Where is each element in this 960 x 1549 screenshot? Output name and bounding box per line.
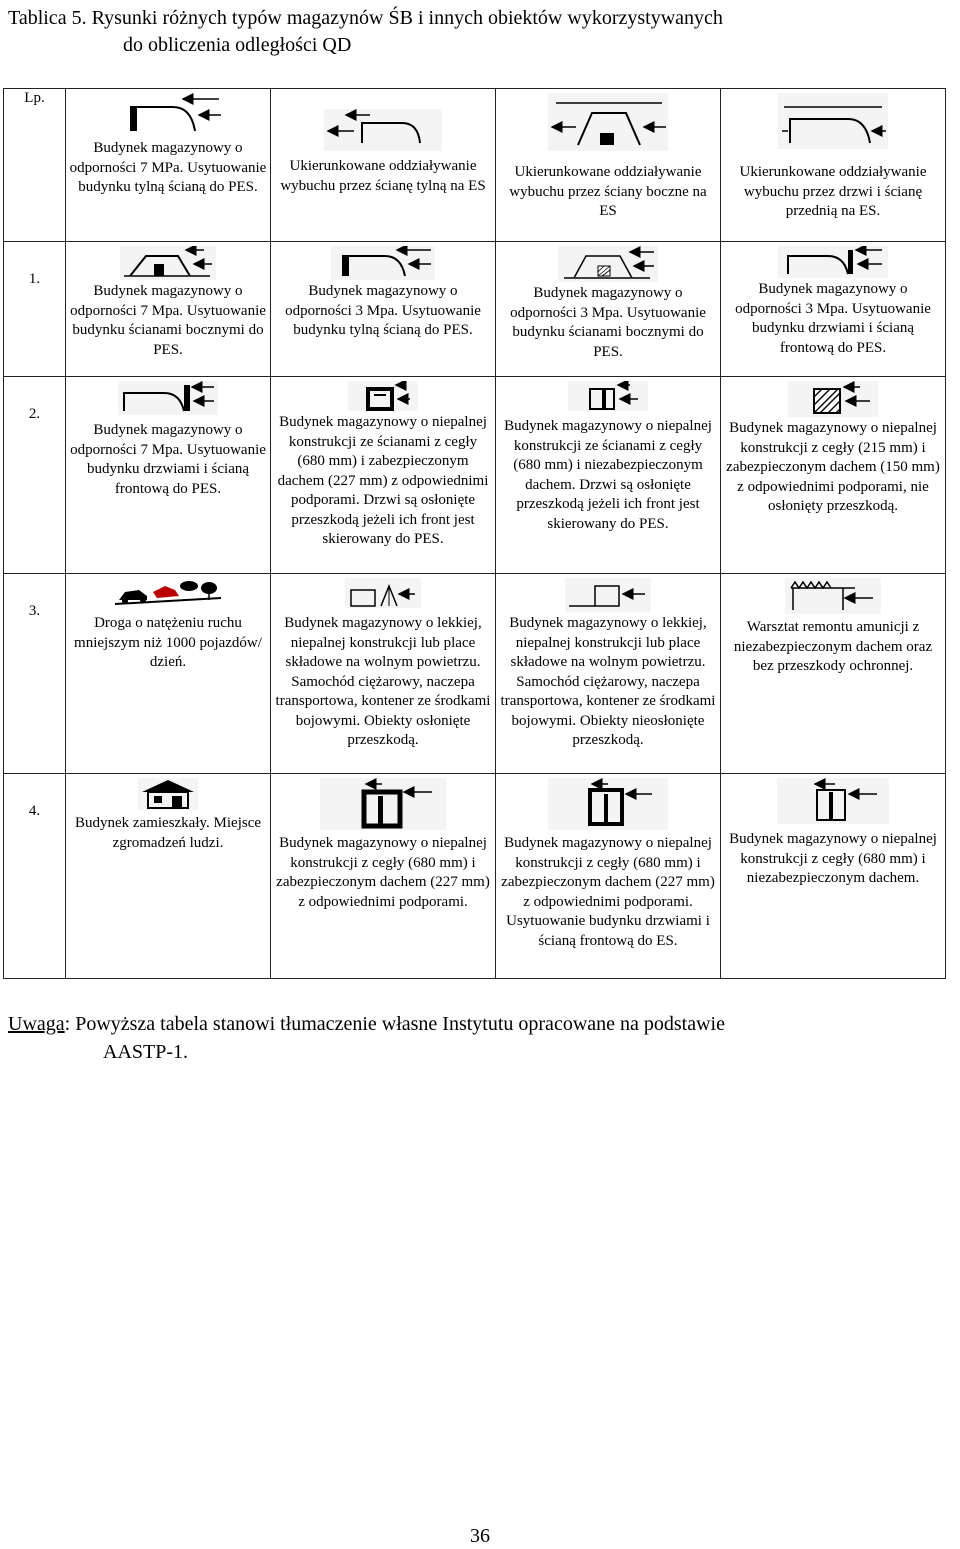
- row-cell: [66, 242, 271, 377]
- row-text: Budynek magazynowy o odporności 3 Mpa. Usytuowanie budynku ścianami bocznymi do PES.: [510, 285, 706, 360]
- light-structure-unbarricaded-icon: [565, 578, 651, 612]
- row-number: 4.: [4, 774, 66, 979]
- igloo-side-walls-icon: [120, 246, 216, 280]
- row-text: Droga o natężeniu ruchu mniejszym niż 1000 pojazdów/ dzień.: [74, 615, 262, 670]
- igloo-rear-wall-icon: [331, 246, 435, 280]
- table-row: [4, 574, 946, 774]
- title-line-1: Tablica 5. Rysunki różnych typów magazynów ŚB i innych obiektów wykorzystywanych: [8, 7, 723, 29]
- footnote-text-line-2: AASTP-1.: [103, 1041, 189, 1063]
- brick-building-front-door-icon: [548, 778, 668, 830]
- row-number: 3.: [4, 574, 66, 774]
- row-cell: [271, 242, 496, 377]
- row-cell: [66, 377, 271, 574]
- header-text-4: Ukierunkowane oddziaływanie wybuchu przez drzwi i ścianę przednią na ES.: [739, 164, 927, 219]
- row-cell: [496, 774, 721, 979]
- table-row: [4, 774, 946, 979]
- row-cell: [271, 574, 496, 774]
- footnote-label: Uwaga: [8, 1013, 65, 1035]
- row-text: Budynek magazynowy o odporności 3 Mpa. Usytuowanie budynku tylną ścianą do PES.: [285, 283, 481, 338]
- road-traffic-icon: [113, 578, 223, 608]
- row-text: Budynek magazynowy o lekkiej, niepalnej konstrukcji lub place składowe na wolnym powietrzu. Samochód ciężarowy, naczepa transportowa, kontener ze środkami bojowymi. Obiekty osłonięte przeszkodą.: [275, 615, 491, 748]
- header-cell-1: [66, 89, 271, 242]
- igloo-side-walls-hatched-icon: [558, 246, 658, 282]
- page-number: 36: [470, 1525, 490, 1547]
- row-cell: [496, 574, 721, 774]
- title-line-2: do obliczenia odległości QD: [123, 34, 352, 56]
- header-text-1: Budynek magazynowy o odporności 7 MPa. Usytuowanie budynku tylną ścianą do PES.: [69, 140, 267, 195]
- row-number: 1.: [4, 242, 66, 377]
- row-cell: [496, 377, 721, 574]
- blast-front-door-icon: [778, 93, 888, 149]
- row-cell: [496, 242, 721, 377]
- row-cell: [721, 774, 946, 979]
- blast-rear-wall-icon: [324, 109, 442, 151]
- row-text: Budynek zamieszkały. Miejsce zgromadzeń ludzi.: [74, 815, 262, 851]
- row-text: Budynek magazynowy o lekkiej, niepalnej konstrukcji lub place składowe na wolnym powietrzu. Samochód ciężarowy, naczepa transportowa, kontener ze środkami bojowymi. Obiekty nieosłonięte przeszkodą.: [500, 615, 716, 748]
- row-cell: [66, 574, 271, 774]
- row-text: Budynek magazynowy o odporności 7 Mpa. Usytuowanie budynku ścianami bocznymi do PES.: [70, 283, 266, 358]
- row-text: Warsztat remontu amunicji z niezabezpieczonym dachem oraz bez przeszkody ochronnej.: [733, 619, 933, 674]
- blast-side-walls-icon: [548, 93, 668, 151]
- row-text: Budynek magazynowy o niepalnej konstrukcji z cegły (215 mm) i zabezpieczonym dachem (150 mm) z odpowiednimi podporami, nie osłonięty przeszkodą.: [726, 420, 940, 514]
- row-cell: [721, 377, 946, 574]
- footnote-text: : Powyższa tabela stanowi tłumaczenie własne Instytutu opracowane na podstawie: [64, 1013, 725, 1035]
- igloo-front-door-icon: [118, 381, 218, 415]
- row-text: Budynek magazynowy o niepalnej konstrukcji ze ścianami z cegły (680 mm) i niezabezpieczonym dachem. Drzwi są osłonięte przeszkodą jeżeli ich front jest skierowany do PES.: [504, 418, 712, 532]
- row-cell: [271, 774, 496, 979]
- igloo-front-door-icon: [778, 246, 888, 278]
- footnote: [8, 1010, 958, 1066]
- row-text: Budynek magazynowy o odporności 7 Mpa. Usytuowanie budynku drzwiami i ścianą frontową do PES.: [70, 422, 266, 497]
- brick-building-unprotected-roof-icon: [568, 381, 648, 411]
- light-structure-obstacle-icon: [345, 578, 421, 608]
- document-title: [8, 5, 723, 59]
- row-cell: [721, 574, 946, 774]
- table-row: [4, 242, 946, 377]
- row-number: 2.: [4, 377, 66, 574]
- hatched-brick-building-icon: [788, 381, 878, 417]
- header-cell-3: [496, 89, 721, 242]
- row-text: Budynek magazynowy o niepalnej konstrukcji z cegły (680 mm) i niezabezpieczonym dachem.: [729, 831, 937, 886]
- row-cell: [271, 377, 496, 574]
- ammunition-workshop-icon: [785, 578, 881, 614]
- house-icon: [138, 778, 198, 810]
- row-cell: [721, 242, 946, 377]
- row-cell: [66, 774, 271, 979]
- header-cell-4: [721, 89, 946, 242]
- qd-figures-table: [3, 88, 946, 979]
- table-header-row: [4, 89, 946, 242]
- row-text: Budynek magazynowy o odporności 3 Mpa. Usytuowanie budynku drzwiami i ścianą frontową do PES.: [735, 281, 931, 356]
- row-text: Budynek magazynowy o niepalnej konstrukcji ze ścianami z cegły (680 mm) i zabezpieczonym dachem (227 mm) z odpowiednimi podporami. Drzwi są osłonięte przeszkodą jeżeli ich front jest skierowany do PES.: [277, 414, 489, 547]
- row-text: Budynek magazynowy o niepalnej konstrukcji z cegły (680 mm) i zabezpieczonym dachem (227 mm) z odpowiednimi podporami.: [276, 835, 490, 910]
- brick-building-barricaded-icon: [348, 381, 418, 411]
- table-row: [4, 377, 946, 574]
- igloo-rear-wall-icon: [111, 93, 226, 137]
- brick-building-protected-roof-icon: [320, 778, 446, 830]
- header-lp: Lp.: [4, 89, 66, 242]
- header-text-2: Ukierunkowane oddziaływanie wybuchu przez ścianę tylną na ES: [280, 158, 486, 194]
- header-text-3: Ukierunkowane oddziaływanie wybuchu przez ściany boczne na ES: [509, 164, 707, 219]
- row-text: Budynek magazynowy o niepalnej konstrukcji z cegły (680 mm) i zabezpieczonym dachem (227 mm) z odpowiednimi podporami. Usytuowanie budynku drzwiami i ścianą frontową do ES.: [501, 835, 715, 949]
- header-cell-2: [271, 89, 496, 242]
- brick-building-unprotected-roof-icon: [777, 778, 889, 824]
